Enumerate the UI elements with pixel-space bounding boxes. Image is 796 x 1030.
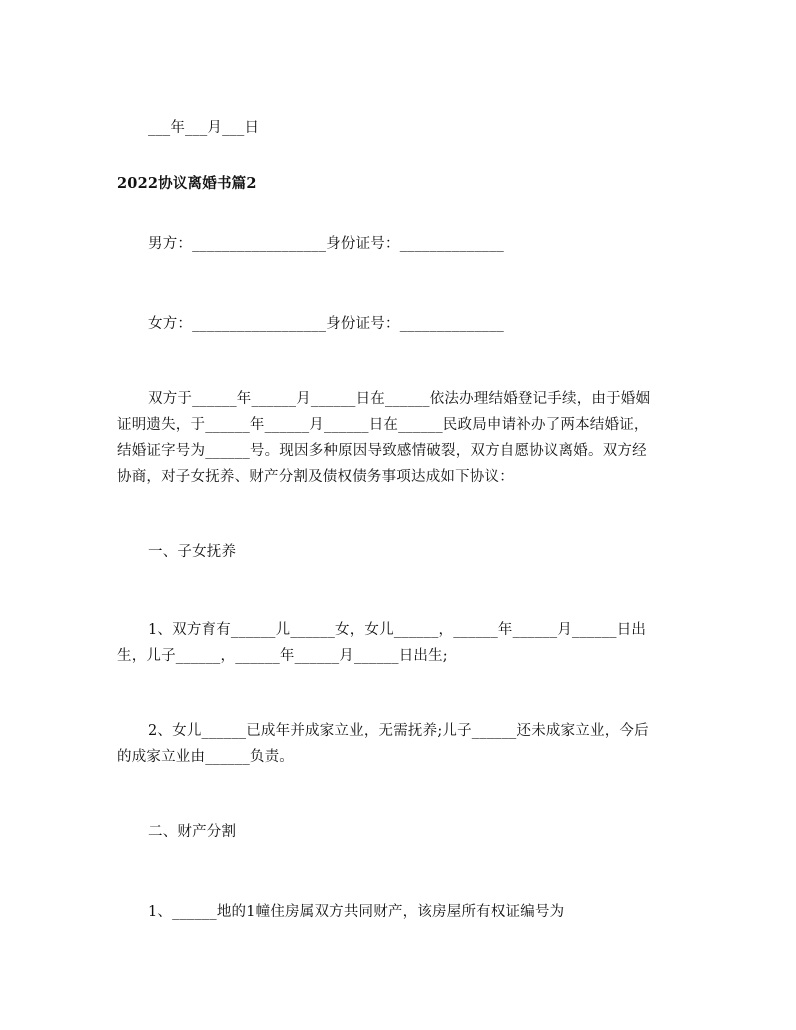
intro-paragraph-line: 协商，对子女抚养、财产分割及债权债务事项达成如下协议： — [117, 469, 514, 485]
custody-item-1-line: 生，儿子______，______年______月______日出生; — [117, 648, 448, 664]
intro-paragraph-line: 结婚证字号为______号。现因多种原因导致感情破裂，双方自愿协议离婚。双方经 — [117, 443, 647, 459]
female-party-line: 女方：__________________身份证号：______________ — [148, 316, 504, 332]
heading-child-custody: 一、子女抚养 — [148, 544, 237, 560]
custody-item-2-line: 2、女儿______已成年并成家立业，无需抚养;儿子______还未成家立业，今后 — [148, 723, 649, 739]
property-item-1-line: 1、______地的1幢住房属双方共同财产，该房屋所有权证编号为 — [148, 904, 565, 920]
heading-property-division: 二、财产分割 — [148, 824, 237, 840]
male-party-line: 男方：__________________身份证号：______________ — [148, 236, 504, 252]
custody-item-2-line: 的成家立业由______负责。 — [117, 749, 294, 765]
date-line: ___年___月___日 — [148, 120, 260, 136]
custody-item-1-line: 1、双方育有______儿______女，女儿______，______年______月______日出 — [148, 622, 647, 638]
intro-paragraph-line: 双方于______年______月______日在______依法办理结婚登记手续，由于婚姻 — [148, 391, 651, 407]
intro-paragraph-line: 证明遗失，于______年______月______日在______民政局申请补办了两本结婚证， — [117, 417, 649, 433]
section-title: 2022协议离婚书篇2 — [117, 175, 257, 192]
